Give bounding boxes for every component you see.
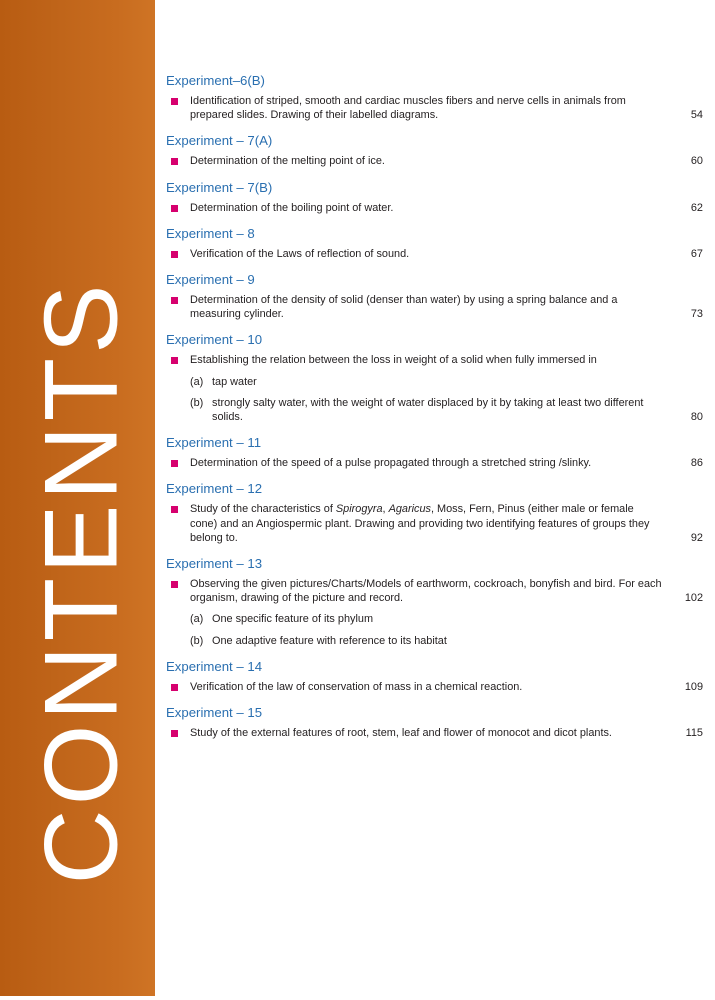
toc-page-number: 102 [684,592,703,605]
toc-entry [166,556,703,648]
toc-subitem[interactable] [166,634,703,648]
toc-page-number: 60 [690,155,703,168]
bottom-divider [0,996,715,1000]
toc-item-text: Determination of the boiling point of water. [190,201,394,214]
toc-page-number: 80 [690,411,703,424]
square-bullet-icon [171,357,178,364]
toc-entry [166,272,703,321]
experiment-heading[interactable]: Experiment – 7(B) [166,179,273,195]
toc-item-text: Verification of the law of conservation of mass in a chemical reaction. [190,680,523,693]
toc-entry [166,435,703,470]
toc-subitem-label: (b) [190,634,204,647]
experiment-heading[interactable]: Experiment – 9 [166,272,255,288]
experiment-heading[interactable]: Experiment – 15 [166,705,263,721]
toc-entry [166,481,703,545]
toc-subitem[interactable] [166,375,703,389]
toc-page-number: 67 [690,247,703,260]
toc-item-text: Identification of striped, smooth and cardiac muscles fibers and nerve cells in animals from prepared slides. Drawing of their labelled diagrams. [190,95,626,122]
square-bullet-icon [171,297,178,304]
toc-subitem-label: (a) [190,375,204,388]
square-bullet-icon [171,98,178,105]
experiment-heading[interactable]: Experiment – 8 [166,225,255,241]
toc-item[interactable] [166,726,703,740]
square-bullet-icon [171,506,178,513]
square-bullet-icon [171,684,178,691]
toc-item-text: Determination of the melting point of ice. [190,155,385,168]
toc-page-number: 92 [690,531,703,544]
toc-item[interactable] [166,680,703,694]
square-bullet-icon [171,730,178,737]
toc-item-text: Study of the external features of root, stem, leaf and flower of monocot and dicot plants. [190,727,612,740]
toc-entry [166,180,703,215]
toc-subitem-text: strongly salty water, with the weight of water displaced by it by taking at least two different solids. [212,396,644,424]
toc-item[interactable] [166,201,703,215]
toc-entry [166,133,703,168]
toc-page-number: 86 [690,457,703,470]
toc-page-number: 115 [685,727,703,740]
experiment-heading[interactable]: Experiment – 7(A) [166,133,273,149]
toc-subitem-label: (a) [190,613,204,626]
sidebar-band [0,0,155,1000]
toc-item[interactable] [166,154,703,168]
square-bullet-icon [171,581,178,588]
toc-entry [166,659,703,694]
toc-item[interactable] [166,502,703,545]
toc-entry [166,226,703,261]
experiment-heading[interactable]: Experiment – 12 [166,481,263,497]
toc-item-text: Establishing the relation between the loss in weight of a solid when fully immersed in [190,354,597,367]
toc-page-number: 73 [690,308,703,321]
experiment-heading[interactable]: Experiment – 10 [166,332,263,348]
toc-item[interactable] [166,456,703,470]
toc-subitem[interactable] [166,396,703,424]
experiment-heading[interactable]: Experiment–6(B) [166,73,265,88]
square-bullet-icon [171,251,178,258]
square-bullet-icon [171,205,178,212]
toc-page-number: 62 [690,201,703,214]
toc-entry [166,73,703,122]
toc-entry [166,332,703,424]
contents-list [166,0,715,1000]
experiment-heading[interactable]: Experiment – 11 [166,435,262,451]
toc-item[interactable] [166,577,703,605]
toc-item-text: Study of the characteristics of Spirogyra, Agaricus, Moss, Fern, Pinus (either male or female cone) and an Angiospermic plant. Drawing and providing two identifying features of groups they belong to. [190,503,650,544]
toc-item-text: Verification of the Laws of reflection of sound. [190,247,410,260]
toc-page-number: 109 [684,680,703,693]
experiment-heading[interactable]: Experiment – 13 [166,556,263,572]
toc-item[interactable] [166,353,703,367]
toc-entry [166,705,703,740]
toc-item[interactable] [166,247,703,261]
square-bullet-icon [171,460,178,467]
square-bullet-icon [171,158,178,165]
experiment-heading[interactable]: Experiment – 14 [166,658,263,674]
toc-item-text: Determination of the speed of a pulse propagated through a stretched string /slinky. [190,457,592,470]
toc-item-text: Determination of the density of solid (denser than water) by using a spring balance and a measuring cylinder. [190,294,618,321]
toc-subitem-text: One specific feature of its phylum [212,613,374,626]
toc-subitem-text: tap water [212,375,257,388]
toc-subitem[interactable] [166,612,703,626]
toc-page-number: 54 [690,109,703,122]
toc-subitem-label: (b) [190,396,204,409]
toc-item-text: Observing the given pictures/Charts/Models of earthworm, cockroach, bonyfish and bird. For each organism, drawing of the picture and record. [190,578,662,605]
toc-item[interactable] [166,293,703,321]
toc-subitem-text: One adaptive feature with reference to its habitat [212,634,447,647]
toc-item[interactable] [166,94,703,122]
page-title: CONTENTS [23,280,140,885]
